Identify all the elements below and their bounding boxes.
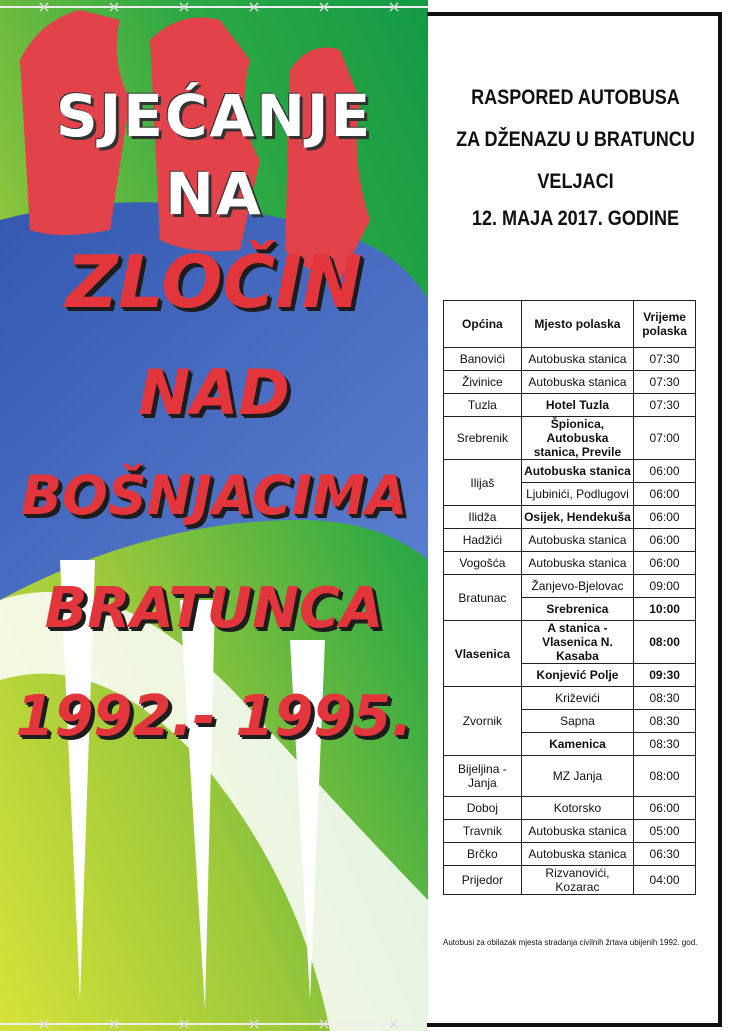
footnote: Autobusi za obilazak mjesta stradanja civilnih žrtava ubijenih 1992. god. — [443, 938, 698, 947]
poster-title-line5: BOŠNJACIMA — [20, 464, 408, 527]
cell-vrijeme: 08:00 — [634, 756, 696, 797]
cell-mjesto: Sapna — [521, 710, 633, 733]
column-header-vrijeme: Vrijeme polaska — [634, 301, 696, 348]
cell-vrijeme: 09:30 — [634, 664, 696, 687]
cell-mjesto: Kamenica — [521, 733, 633, 756]
poster-title-line7: 1992.- 1995. — [15, 684, 413, 749]
cell-opcina: Ilidža — [444, 506, 522, 529]
table-row — [444, 621, 696, 664]
cell-vrijeme: 06:00 — [634, 552, 696, 575]
table-row — [444, 417, 696, 460]
cell-mjesto: Konjević Polje — [521, 664, 633, 687]
cell-mjesto: Autobuska stanica — [521, 529, 633, 552]
cell-vrijeme: 06:00 — [634, 506, 696, 529]
table-row — [444, 394, 696, 417]
cell-mjesto: Autobuska stanica — [521, 820, 633, 843]
cell-vrijeme: 07:30 — [634, 348, 696, 371]
cell-vrijeme: 09:00 — [634, 575, 696, 598]
cell-vrijeme: 07:30 — [634, 371, 696, 394]
table-row — [444, 371, 696, 394]
cell-opcina: Srebrenik — [444, 417, 522, 460]
cell-opcina: Banovići — [444, 348, 522, 371]
poster-title-line1: SJEĆANJE — [55, 82, 373, 150]
cell-mjesto: Osijek, Hendekuša — [521, 506, 633, 529]
cell-opcina: Živinice — [444, 371, 522, 394]
cell-opcina: Vogošća — [444, 552, 522, 575]
column-header-opcina: Općina — [444, 301, 522, 348]
table-row — [444, 756, 696, 797]
cell-vrijeme: 05:00 — [634, 820, 696, 843]
barbed-wire-top — [0, 2, 428, 12]
cell-vrijeme: 08:30 — [634, 687, 696, 710]
schedule-heading-line4: 12. MAJA 2017. GODINE — [471, 207, 680, 230]
schedule-heading-line1: RASPORED AUTOBUSA — [471, 86, 680, 109]
table-header-row — [444, 301, 696, 348]
cell-mjesto: Srebrenica — [521, 598, 633, 621]
table-row — [444, 460, 696, 483]
bus-schedule-table — [443, 300, 696, 895]
poster-title-line3: ZLOČIN — [65, 240, 363, 324]
cell-mjesto: A stanica - Vlasenica N. Kasaba — [521, 621, 633, 664]
table-row — [444, 820, 696, 843]
cell-opcina: Hadžići — [444, 529, 522, 552]
cell-opcina: Bratunac — [444, 575, 522, 621]
table-row — [444, 529, 696, 552]
cell-mjesto: Autobuska stanica — [521, 460, 633, 483]
table-row — [444, 797, 696, 820]
cell-vrijeme: 04:00 — [634, 866, 696, 895]
table-row — [444, 687, 696, 710]
poster-title-line2: NA — [165, 160, 263, 228]
table-row — [444, 552, 696, 575]
cell-vrijeme: 07:30 — [634, 394, 696, 417]
column-header-mjesto: Mjesto polaska — [521, 301, 633, 348]
cell-opcina: Zvornik — [444, 687, 522, 756]
schedule-heading-line2: ZA DŽENAZU U BRATUNCU — [456, 128, 695, 151]
cell-vrijeme: 06:30 — [634, 843, 696, 866]
cell-vrijeme: 07:00 — [634, 417, 696, 460]
cell-mjesto: Kotorsko — [521, 797, 633, 820]
cell-opcina: Vlasenica — [444, 621, 522, 687]
cell-vrijeme: 06:00 — [634, 460, 696, 483]
cell-mjesto: Žanjevo-Bjelovac — [521, 575, 633, 598]
cell-mjesto: Špionica, Autobuska stanica, Previle — [521, 417, 633, 460]
cell-vrijeme: 06:00 — [634, 797, 696, 820]
cell-mjesto: Hotel Tuzla — [521, 394, 633, 417]
cell-mjesto: Autobuska stanica — [521, 843, 633, 866]
cell-vrijeme: 06:00 — [634, 483, 696, 506]
cell-mjesto: Autobuska stanica — [521, 348, 633, 371]
schedule-heading-line3: VELJACI — [537, 170, 614, 193]
cell-opcina: Brčko — [444, 843, 522, 866]
cell-mjesto: MZ Janja — [521, 756, 633, 797]
cell-mjesto: Križevići — [521, 687, 633, 710]
cell-vrijeme: 08:00 — [634, 621, 696, 664]
cell-mjesto: Autobuska stanica — [521, 552, 633, 575]
cell-vrijeme: 10:00 — [634, 598, 696, 621]
barbed-wire-bottom — [0, 1019, 428, 1029]
cell-opcina: Travnik — [444, 820, 522, 843]
cell-vrijeme: 08:30 — [634, 710, 696, 733]
cell-mjesto: Autobuska stanica — [521, 371, 633, 394]
cell-opcina: Ilijaš — [444, 460, 522, 506]
cell-opcina: Prijedor — [444, 866, 522, 895]
cell-opcina: Doboj — [444, 797, 522, 820]
poster-title-line6: BRATUNCA — [44, 576, 384, 641]
cell-opcina: Bijeljina - Janja — [444, 756, 522, 797]
table-row — [444, 843, 696, 866]
table-row — [444, 506, 696, 529]
cell-mjesto: Rizvanovići, Kozarac — [521, 866, 633, 895]
cell-vrijeme: 06:00 — [634, 529, 696, 552]
cell-vrijeme: 08:30 — [634, 733, 696, 756]
cell-opcina: Tuzla — [444, 394, 522, 417]
table-row — [444, 866, 696, 895]
poster-title-line4: NAD — [138, 356, 290, 429]
table-row — [444, 348, 696, 371]
table-row — [444, 575, 696, 598]
cell-mjesto: Ljubinići, Podlugovi — [521, 483, 633, 506]
